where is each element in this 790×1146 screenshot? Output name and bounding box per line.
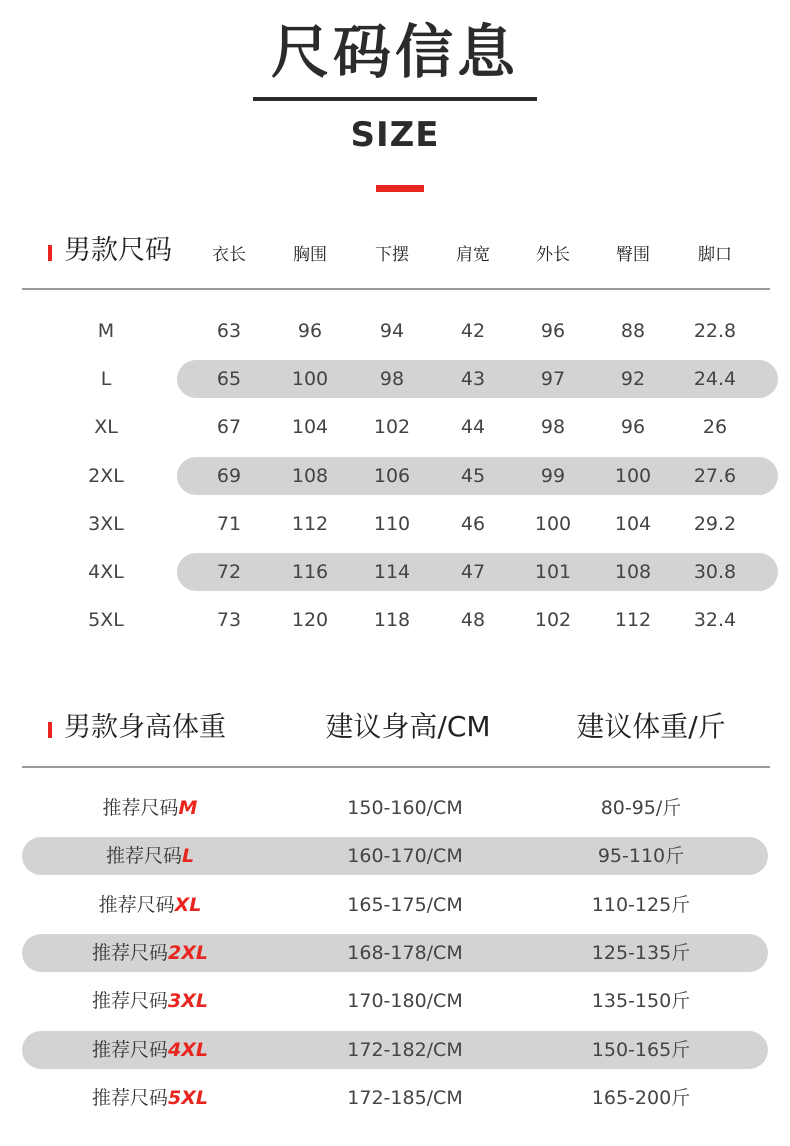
recommended-size xyxy=(60,844,240,868)
size-cell: 100 xyxy=(534,512,572,535)
fit-col-weight: 建议体重/斤 xyxy=(576,710,726,743)
fit-weight-cell: 165-200斤 xyxy=(591,1086,691,1109)
size-cell: 63 xyxy=(216,320,242,342)
recommended-size-label: 推荐尺码 xyxy=(92,941,169,964)
fit-height-cell: 168-178/CM xyxy=(347,941,463,964)
size-cell: 114 xyxy=(373,561,411,583)
size-cell: 27.6 xyxy=(693,464,737,487)
size-cell: 30.8 xyxy=(693,561,737,583)
size-cell: 46 xyxy=(460,512,486,535)
size-cell: 104 xyxy=(291,416,329,439)
size-row-label: 5XL xyxy=(88,609,124,632)
recommended-size-value: M xyxy=(178,797,198,819)
size-cell: 32.4 xyxy=(693,609,737,632)
fit-table-title: 男款身高体重 xyxy=(64,712,226,743)
size-cell: 106 xyxy=(373,464,411,487)
size-row-label: M xyxy=(97,320,115,342)
fit-height-cell: 165-175/CM xyxy=(347,893,463,916)
size-col-header: 胸围 xyxy=(293,245,327,265)
size-cell: 116 xyxy=(291,561,329,583)
size-col-header: 臀围 xyxy=(616,245,650,265)
recommended-size xyxy=(60,1038,240,1062)
size-cell: 98 xyxy=(379,368,405,391)
size-cell: 72 xyxy=(216,561,242,583)
accent-bar xyxy=(376,185,424,192)
size-col-header: 下摆 xyxy=(375,245,409,265)
fit-col-height: 建议身高/CM xyxy=(325,710,491,743)
size-col-header: 衣长 xyxy=(212,245,246,265)
size-cell: 110 xyxy=(373,512,411,535)
fit-weight-cell: 95-110斤 xyxy=(597,845,685,868)
recommended-size xyxy=(60,796,240,820)
title-underline xyxy=(253,97,537,101)
size-cell: 96 xyxy=(620,416,646,439)
fit-weight-cell: 125-135斤 xyxy=(591,941,691,964)
size-cell: 108 xyxy=(614,561,652,583)
size-cell: 100 xyxy=(291,368,329,391)
size-cell: 69 xyxy=(216,464,242,487)
recommended-size-label: 推荐尺码 xyxy=(92,990,169,1013)
size-cell: 73 xyxy=(216,609,242,632)
size-table-divider xyxy=(22,288,770,290)
recommended-size-label: 推荐尺码 xyxy=(102,797,179,819)
size-cell: 118 xyxy=(373,609,411,632)
size-cell: 94 xyxy=(379,320,405,342)
recommended-size-value: 5XL xyxy=(168,1086,208,1109)
size-table-title: 男款尺码 xyxy=(64,235,172,266)
fit-height-cell: 170-180/CM xyxy=(347,990,463,1013)
recommended-size-label: 推荐尺码 xyxy=(92,1038,169,1061)
size-cell: 24.4 xyxy=(693,368,737,391)
size-cell: 100 xyxy=(614,464,652,487)
size-cell: 108 xyxy=(291,464,329,487)
size-cell: 97 xyxy=(540,368,566,391)
fit-table-marker xyxy=(48,722,52,738)
size-row-label: XL xyxy=(94,416,118,439)
size-cell: 29.2 xyxy=(693,512,737,535)
size-cell: 112 xyxy=(291,512,329,535)
size-row-label: L xyxy=(100,368,112,391)
recommended-size xyxy=(60,1086,240,1110)
size-cell: 96 xyxy=(540,320,566,342)
size-cell: 67 xyxy=(216,416,242,439)
recommended-size-label: 推荐尺码 xyxy=(92,1086,169,1109)
size-row-label: 3XL xyxy=(88,512,124,535)
size-cell: 47 xyxy=(460,561,486,583)
recommended-size-value: 4XL xyxy=(168,1038,208,1061)
fit-weight-cell: 80-95/斤 xyxy=(600,797,682,819)
size-cell: 92 xyxy=(620,368,646,391)
recommended-size-value: 2XL xyxy=(168,941,208,964)
recommended-size-value: L xyxy=(181,845,195,868)
recommended-size-label: 推荐尺码 xyxy=(105,845,182,868)
size-cell: 22.8 xyxy=(693,320,737,342)
size-cell: 102 xyxy=(373,416,411,439)
size-col-header: 肩宽 xyxy=(456,245,490,265)
size-col-header: 外长 xyxy=(536,245,570,265)
page-title: 尺码信息 xyxy=(270,18,519,86)
page-subtitle: SIZE xyxy=(350,115,440,155)
fit-table-divider xyxy=(22,766,770,768)
size-cell: 65 xyxy=(216,368,242,391)
size-cell: 96 xyxy=(297,320,323,342)
recommended-size-label: 推荐尺码 xyxy=(98,893,175,916)
fit-height-cell: 150-160/CM xyxy=(347,797,463,819)
size-cell: 102 xyxy=(534,609,572,632)
size-cell: 26 xyxy=(702,416,728,439)
recommended-size xyxy=(60,893,240,917)
size-cell: 45 xyxy=(460,464,486,487)
size-cell: 44 xyxy=(460,416,486,439)
size-row-label: 2XL xyxy=(88,464,124,487)
size-table-marker xyxy=(48,245,52,261)
size-cell: 120 xyxy=(291,609,329,632)
fit-weight-cell: 135-150斤 xyxy=(591,990,691,1013)
fit-weight-cell: 150-165斤 xyxy=(591,1038,691,1061)
recommended-size-value: XL xyxy=(174,893,202,916)
size-cell: 104 xyxy=(614,512,652,535)
size-cell: 42 xyxy=(460,320,486,342)
fit-height-cell: 172-182/CM xyxy=(347,1038,463,1061)
size-cell: 71 xyxy=(216,512,242,535)
recommended-size xyxy=(60,989,240,1013)
fit-weight-cell: 110-125斤 xyxy=(591,893,691,916)
size-cell: 112 xyxy=(614,609,652,632)
size-col-header: 脚口 xyxy=(698,245,732,265)
size-cell: 43 xyxy=(460,368,486,391)
size-cell: 98 xyxy=(540,416,566,439)
size-cell: 101 xyxy=(534,561,572,583)
recommended-size-value: 3XL xyxy=(168,990,208,1013)
size-cell: 99 xyxy=(540,464,566,487)
size-row-label: 4XL xyxy=(88,561,124,583)
recommended-size xyxy=(60,941,240,965)
fit-height-cell: 172-185/CM xyxy=(347,1086,463,1109)
size-cell: 88 xyxy=(620,320,646,342)
fit-height-cell: 160-170/CM xyxy=(347,845,463,868)
size-cell: 48 xyxy=(460,609,486,632)
